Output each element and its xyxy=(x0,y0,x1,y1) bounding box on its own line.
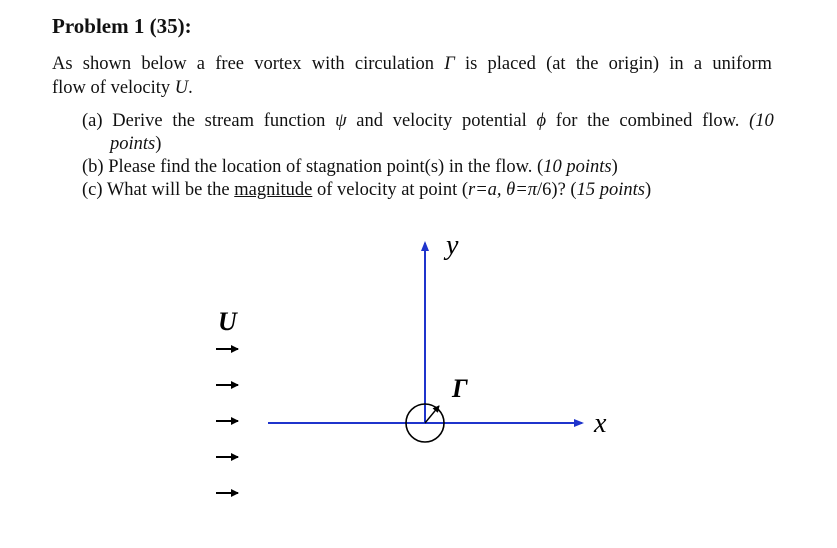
problem-title: Problem 1 (35): xyxy=(52,14,192,38)
points-word: (10 xyxy=(749,111,774,131)
question-word: stream xyxy=(204,111,254,131)
point-coordinates: r=a, θ=π xyxy=(468,180,538,200)
closing-paren: ) xyxy=(155,134,162,154)
points-word: 10 points xyxy=(543,157,612,177)
closing-paren: ) xyxy=(644,180,652,200)
question-word: function xyxy=(263,111,326,131)
gamma-symbol: Γ xyxy=(444,54,455,74)
question-word: combined xyxy=(619,111,693,131)
question-c-middle: of velocity at point ( xyxy=(312,180,468,200)
statement-word: placed xyxy=(487,54,536,74)
underlined-magnitude: magnitude xyxy=(234,180,313,200)
statement-word: the xyxy=(575,54,599,74)
statement-word: (at xyxy=(546,54,566,74)
uniform-flow-arrows xyxy=(216,349,238,493)
statement-word: origin) xyxy=(608,54,660,74)
question-word: Derive xyxy=(112,111,163,131)
points-word: 15 points xyxy=(576,180,645,200)
points-word: points xyxy=(110,134,156,154)
statement-text: flow of velocity xyxy=(52,78,175,98)
statement-word: a xyxy=(196,54,206,74)
question-c-prefix: (c) What will be the xyxy=(82,180,235,200)
circulation-label: Γ xyxy=(452,374,468,403)
question-c-rest: /6)? ( xyxy=(537,180,577,200)
question-word: the xyxy=(587,111,610,131)
statement-word: vortex xyxy=(254,54,302,74)
y-axis-label: y xyxy=(446,230,459,261)
flow-velocity-label: U xyxy=(218,307,237,336)
question-b-text: (b) Please find the location of stagnation point(s) in the flow. ( xyxy=(82,157,544,177)
x-axis-label: x xyxy=(594,408,607,439)
question-word: for xyxy=(555,111,578,131)
psi-symbol: ψ xyxy=(335,111,347,131)
statement-word: shown xyxy=(82,54,132,74)
statement-word: in xyxy=(669,54,684,74)
statement-word: uniform xyxy=(712,54,772,74)
statement-period: . xyxy=(188,78,193,98)
circulation-arrow xyxy=(425,406,439,423)
question-word: (a) xyxy=(82,111,103,131)
statement-word: free xyxy=(215,54,244,74)
closing-paren: ) xyxy=(611,157,618,177)
statement-word: with xyxy=(311,54,345,74)
question-word: flow. xyxy=(702,111,740,131)
velocity-symbol: U xyxy=(174,78,189,98)
phi-symbol: ϕ xyxy=(536,111,547,131)
statement-word: below xyxy=(141,54,187,74)
statement-word: circulation xyxy=(354,54,434,74)
question-word: velocity xyxy=(392,111,453,131)
question-word: the xyxy=(172,111,195,131)
statement-word: is xyxy=(464,54,478,74)
question-word: potential xyxy=(462,111,527,131)
statement-word: As xyxy=(52,54,73,74)
statement-word: a xyxy=(693,54,703,74)
question-word: and xyxy=(356,111,383,131)
